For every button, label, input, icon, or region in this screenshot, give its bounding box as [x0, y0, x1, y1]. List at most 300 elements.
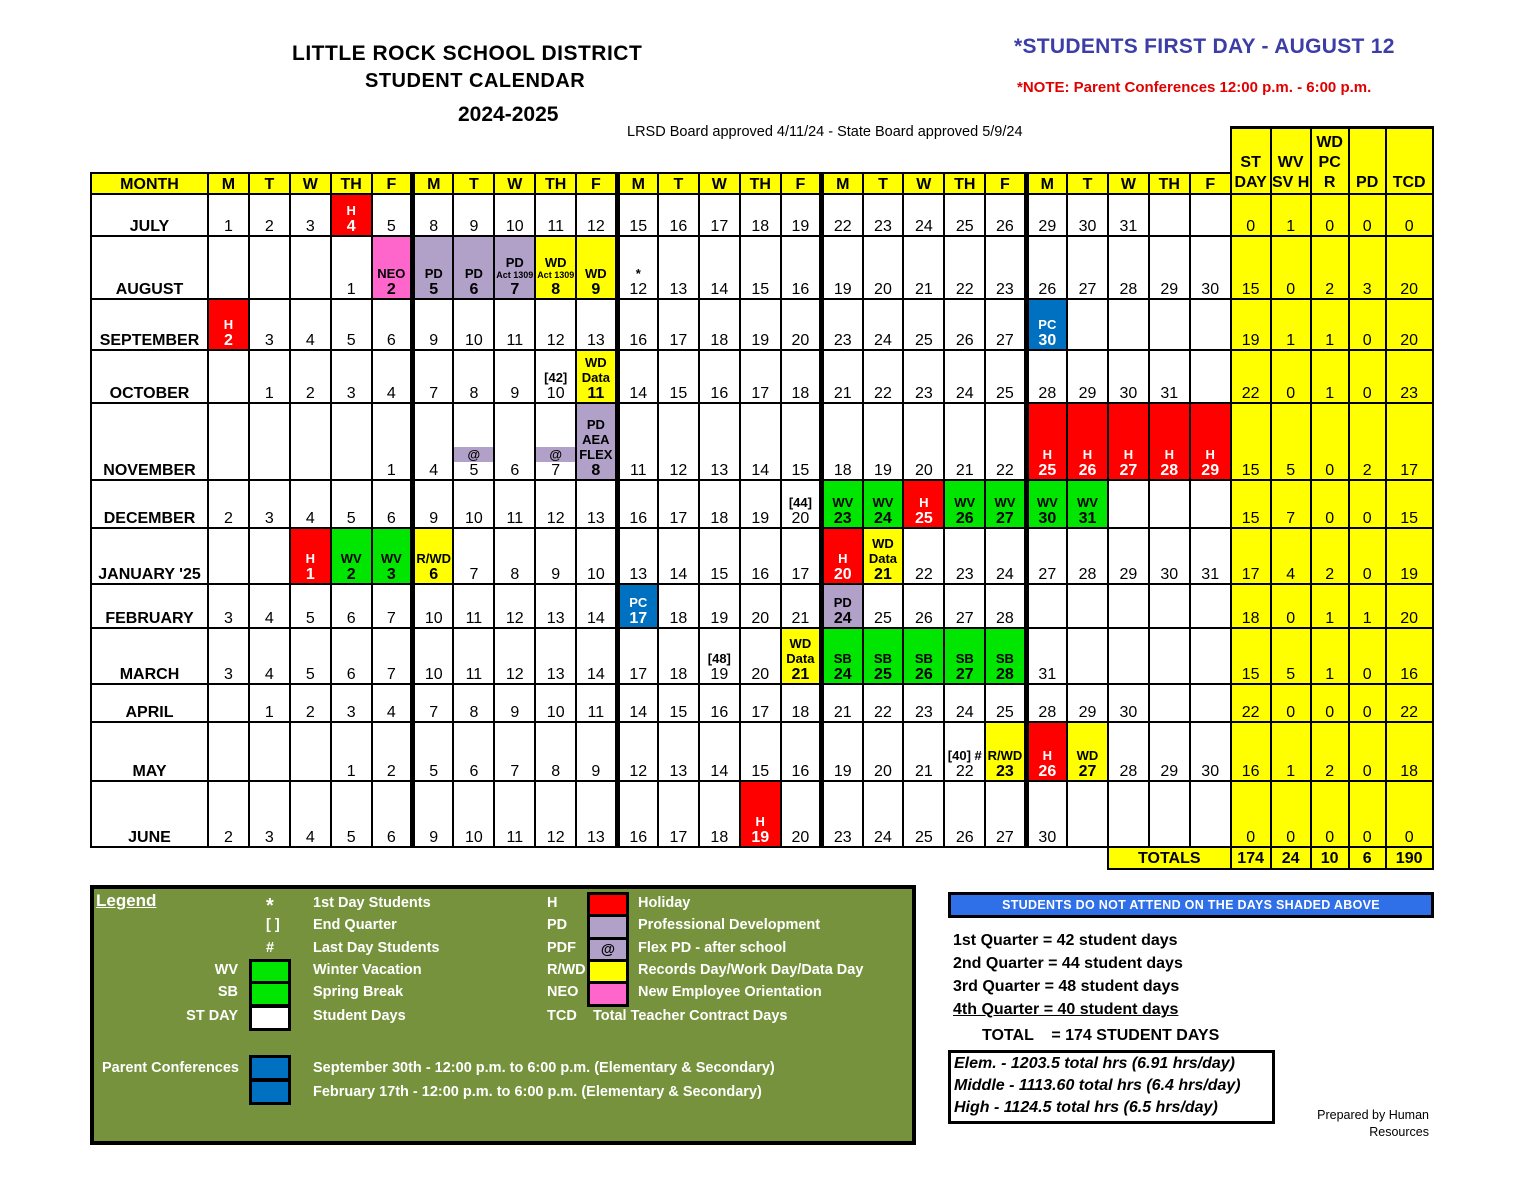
day-number: 21	[791, 610, 810, 627]
day-cell-content	[454, 782, 493, 846]
day-number: 2	[305, 385, 315, 402]
day-cell-content	[1068, 685, 1107, 721]
day-cell-content	[782, 685, 819, 721]
day-cell-content	[986, 481, 1023, 527]
day-cell-content	[700, 782, 739, 846]
day-note: H	[1205, 447, 1215, 462]
day-cell	[453, 628, 494, 684]
day-cell-content	[536, 481, 575, 527]
empty-cell	[1149, 480, 1190, 528]
day-note: WV	[832, 495, 854, 510]
day-cell-content	[700, 351, 739, 402]
day-number: 13	[586, 332, 605, 349]
day-cell-content	[864, 529, 903, 583]
day-cell	[822, 628, 863, 684]
day-cell	[576, 628, 617, 684]
day-cell-content	[536, 300, 575, 349]
day-number: 10	[505, 218, 524, 235]
day-cell-content	[620, 237, 657, 298]
day-cell-content	[659, 195, 698, 235]
month-name: JANUARY '25	[91, 528, 208, 584]
day-cell	[494, 194, 535, 236]
day-cell-content	[1150, 685, 1189, 721]
day-note: WV	[380, 551, 402, 566]
empty-cell	[1149, 584, 1190, 628]
day-cell	[944, 480, 985, 528]
calendar-table	[90, 134, 1434, 870]
day-number: 28	[996, 610, 1014, 627]
day-cell	[985, 781, 1026, 847]
day-number: 10	[424, 666, 443, 683]
day-note: [42]	[544, 370, 568, 385]
day-number: 19	[751, 510, 770, 527]
day-cell	[1026, 480, 1067, 528]
day-number: 2	[264, 218, 274, 235]
day-cell	[863, 480, 904, 528]
day-number: 14	[669, 566, 688, 583]
day-cell	[658, 781, 699, 847]
day-cell	[985, 628, 1026, 684]
day-cell	[576, 584, 617, 628]
day-cell-content	[824, 685, 861, 721]
day-cell-content	[1109, 404, 1148, 479]
day-cell-content	[1068, 481, 1107, 527]
day-cell	[781, 628, 822, 684]
day-number: 19	[791, 218, 810, 235]
day-cell	[453, 584, 494, 628]
day-cell	[903, 684, 944, 722]
empty-cell	[1149, 299, 1190, 350]
day-cell	[617, 628, 658, 684]
day-cell-content	[373, 195, 410, 235]
day-number: 16	[669, 218, 688, 235]
day-number: 27	[996, 332, 1014, 349]
day-cell	[740, 299, 781, 350]
legend-label: Last Day Students	[313, 940, 440, 956]
day-cell	[617, 480, 658, 528]
day-number: 28	[1119, 281, 1138, 298]
day-cell	[1026, 684, 1067, 722]
day-cell	[413, 528, 454, 584]
month-summary-value: 5	[1271, 403, 1311, 480]
day-number: 19	[751, 332, 770, 349]
month-summary-value: 0	[1349, 480, 1386, 528]
day-cell	[249, 480, 290, 528]
day-cell	[494, 236, 535, 299]
day-number: 20	[751, 610, 770, 627]
day-cell	[699, 480, 740, 528]
day-number: 15	[669, 704, 688, 721]
day-cell-content	[291, 351, 330, 402]
day-number: 5	[469, 462, 479, 479]
day-cell-content	[1068, 782, 1107, 846]
day-cell	[331, 350, 372, 403]
day-number: 7	[429, 704, 439, 721]
day-cell-content	[824, 300, 861, 349]
day-cell	[1190, 403, 1231, 480]
day-cell	[494, 684, 535, 722]
day-cell	[658, 628, 699, 684]
day-number: 18	[710, 829, 729, 846]
day-number: 2	[224, 829, 233, 846]
day-note: PC	[1038, 317, 1057, 332]
day-cell-content	[250, 300, 289, 349]
day-number: 17	[669, 332, 688, 349]
day-cell	[331, 236, 372, 299]
day-cell	[331, 194, 372, 236]
day-number: 3	[386, 566, 396, 583]
day-cell	[290, 584, 331, 628]
day-cell-content	[782, 723, 819, 780]
empty-cell	[290, 236, 331, 299]
day-cell-content	[620, 300, 657, 349]
empty-cell	[290, 722, 331, 781]
day-cell	[740, 684, 781, 722]
day-cell	[944, 722, 985, 781]
day-cell	[863, 584, 904, 628]
day-cell	[658, 528, 699, 584]
day-cell	[740, 194, 781, 236]
day-note: @	[536, 447, 575, 462]
day-subnote: Act 1309	[496, 270, 534, 280]
day-number: 21	[914, 281, 933, 298]
day-cell-content	[209, 529, 248, 583]
legend-symbol: H	[547, 895, 558, 911]
day-note: SB	[955, 651, 974, 666]
day-cell-content	[620, 585, 657, 627]
day-cell	[535, 194, 576, 236]
weekday-header: F	[372, 173, 413, 194]
day-note: WD	[544, 255, 567, 270]
day-number: 22	[955, 763, 974, 780]
day-number: 8	[510, 566, 520, 583]
day-number: 21	[914, 763, 933, 780]
empty-cell	[1190, 584, 1231, 628]
day-number: 6	[386, 510, 396, 527]
day-cell	[903, 236, 944, 299]
day-number: 27	[955, 666, 974, 683]
day-number: 9	[429, 510, 439, 527]
day-cell-content	[659, 782, 698, 846]
day-cell-content	[577, 195, 614, 235]
legend-swatch	[249, 1005, 291, 1031]
day-number: 22	[996, 462, 1014, 479]
summary-header-label: TCD	[1385, 126, 1434, 195]
month-name: MAY	[91, 722, 208, 781]
day-cell	[1108, 528, 1149, 584]
day-cell-content	[659, 404, 698, 479]
day-cell-content	[1029, 404, 1066, 479]
month-summary-value: 15	[1231, 628, 1271, 684]
day-number: 7	[429, 385, 439, 402]
day-cell	[494, 403, 535, 480]
day-cell-content	[454, 723, 493, 780]
day-cell-content	[291, 300, 330, 349]
day-cell	[699, 722, 740, 781]
day-number: 24	[833, 610, 852, 627]
day-number: 23	[914, 385, 933, 402]
day-cell	[372, 299, 413, 350]
day-number: 8	[591, 462, 601, 479]
legend-swatch	[249, 981, 291, 1007]
day-cell	[740, 528, 781, 584]
day-cell-content	[209, 481, 248, 527]
day-note: H	[305, 551, 315, 566]
empty-cell	[208, 684, 249, 722]
day-number: 23	[996, 281, 1014, 298]
month-row	[91, 722, 1433, 781]
day-cell-content	[209, 685, 248, 721]
day-cell	[413, 722, 454, 781]
weekday-header: T	[863, 173, 904, 194]
day-cell	[822, 299, 863, 350]
day-cell	[1026, 528, 1067, 584]
day-cell-content	[864, 404, 903, 479]
day-cell-content	[209, 782, 248, 846]
day-cell-content	[1109, 481, 1148, 527]
day-cell-content	[986, 351, 1023, 402]
day-number: 1	[264, 385, 274, 402]
day-number: 30	[1078, 218, 1097, 235]
day-cell-content	[291, 529, 330, 583]
totals-label: TOTALS	[1108, 847, 1231, 869]
day-cell	[699, 350, 740, 403]
day-number: 1	[224, 218, 233, 235]
summary-header	[1386, 173, 1433, 194]
day-number: 25	[996, 704, 1014, 721]
day-cell-content	[620, 529, 657, 583]
day-cell-content	[536, 629, 575, 683]
day-cell	[576, 781, 617, 847]
day-cell-content	[415, 404, 452, 479]
day-cell-content	[864, 481, 903, 527]
day-cell	[1026, 628, 1067, 684]
day-number: 30	[1160, 566, 1179, 583]
day-cell	[1190, 722, 1231, 781]
day-cell	[1026, 722, 1067, 781]
day-cell	[413, 299, 454, 350]
month-name: JULY	[91, 194, 208, 236]
day-number: 25	[874, 666, 892, 683]
day-cell	[740, 236, 781, 299]
day-number: 25	[996, 385, 1014, 402]
month-summary-value: 0	[1311, 480, 1349, 528]
day-cell-content	[904, 585, 943, 627]
day-number: 17	[751, 704, 770, 721]
day-note: WD Data	[868, 536, 898, 566]
day-cell-content	[1150, 481, 1189, 527]
day-cell-content	[782, 529, 819, 583]
empty-cell	[1067, 299, 1108, 350]
day-number: 9	[510, 385, 520, 402]
day-number: 3	[264, 510, 274, 527]
weekday-header: M	[413, 173, 454, 194]
day-cell	[781, 236, 822, 299]
day-number: 2	[386, 763, 396, 780]
day-cell	[208, 584, 249, 628]
day-number: 27	[996, 510, 1014, 527]
day-cell-content	[1109, 585, 1148, 627]
month-summary-value: 0	[1349, 194, 1386, 236]
day-cell-content	[415, 685, 452, 721]
month-summary-value: 1	[1311, 350, 1349, 403]
month-summary-value: 0	[1311, 403, 1349, 480]
day-number: 13	[669, 281, 688, 298]
day-cell	[617, 299, 658, 350]
day-number: 30	[1119, 385, 1138, 402]
day-cell	[781, 194, 822, 236]
day-cell	[453, 528, 494, 584]
day-note: WV	[1036, 495, 1058, 510]
day-cell	[740, 781, 781, 847]
month-row	[91, 236, 1433, 299]
day-cell	[903, 480, 944, 528]
day-number: 8	[429, 218, 439, 235]
day-number: 9	[591, 281, 601, 298]
day-cell	[1026, 403, 1067, 480]
day-cell-content	[700, 195, 739, 235]
day-cell-content	[536, 685, 575, 721]
day-cell	[944, 350, 985, 403]
day-number: 6	[346, 610, 356, 627]
day-cell	[331, 684, 372, 722]
day-number: 29	[1160, 281, 1179, 298]
parent-conference-date: February 17th - 12:00 p.m. to 6:00 p.m. (Elementary & Secondary)	[313, 1084, 762, 1100]
day-number: 8	[551, 281, 561, 298]
day-cell-content	[782, 629, 819, 683]
day-number: 9	[591, 763, 601, 780]
day-number: 20	[791, 332, 810, 349]
empty-cell	[1190, 781, 1231, 847]
day-cell-content	[495, 404, 534, 479]
day-number: 13	[629, 566, 648, 583]
day-number: 23	[833, 510, 852, 527]
month-summary-value: 22	[1386, 684, 1433, 722]
day-number: 11	[506, 510, 524, 527]
day-number: 27	[996, 829, 1014, 846]
month-summary-value: 0	[1349, 684, 1386, 722]
day-number: 25	[1038, 462, 1057, 479]
day-number: 17	[629, 666, 648, 683]
day-cell-content	[209, 585, 248, 627]
day-cell	[1067, 403, 1108, 480]
day-cell-content	[1109, 685, 1148, 721]
day-cell	[372, 480, 413, 528]
day-note: R/WD	[416, 551, 452, 566]
day-number: 5	[346, 332, 356, 349]
day-cell	[903, 194, 944, 236]
day-number: 16	[629, 829, 648, 846]
day-cell-content	[945, 351, 984, 402]
empty-cell	[1149, 781, 1190, 847]
day-cell	[1067, 350, 1108, 403]
day-cell	[290, 528, 331, 584]
grand-total-value: 10	[1311, 847, 1349, 869]
weekday-header: M	[617, 173, 658, 194]
day-number: 18	[833, 462, 852, 479]
empty-cell	[1067, 584, 1108, 628]
day-cell-content	[945, 300, 984, 349]
day-number: 30	[1038, 829, 1057, 846]
quarter-3: 3rd Quarter = 48 student days	[953, 978, 1180, 995]
day-cell-content	[782, 237, 819, 298]
day-cell-content	[250, 195, 289, 235]
day-cell-content	[824, 237, 861, 298]
day-cell	[944, 628, 985, 684]
day-number: 23	[833, 332, 852, 349]
day-number: 16	[710, 704, 729, 721]
day-cell	[208, 480, 249, 528]
day-cell-content	[741, 529, 780, 583]
day-cell	[781, 528, 822, 584]
day-number: 19	[710, 610, 729, 627]
empty-cell	[249, 403, 290, 480]
day-number: 31	[1078, 510, 1097, 527]
day-cell	[1108, 350, 1149, 403]
empty-cell	[1149, 194, 1190, 236]
month-summary-value: 17	[1386, 403, 1433, 480]
day-number: 28	[996, 666, 1014, 683]
day-number: 10	[464, 510, 483, 527]
day-number: 14	[629, 704, 648, 721]
day-cell-content	[904, 237, 943, 298]
month-summary-value: 18	[1231, 584, 1271, 628]
day-number: 27	[1078, 281, 1097, 298]
day-cell	[903, 528, 944, 584]
month-summary-value: 1	[1349, 584, 1386, 628]
day-cell	[985, 194, 1026, 236]
weekday-header: T	[249, 173, 290, 194]
day-cell	[1026, 236, 1067, 299]
day-cell-content	[373, 300, 410, 349]
day-cell	[985, 350, 1026, 403]
day-note: [44]	[788, 495, 812, 510]
day-cell	[576, 194, 617, 236]
day-cell	[290, 628, 331, 684]
day-cell	[290, 684, 331, 722]
day-number: 28	[1038, 385, 1057, 402]
legend-label: End Quarter	[313, 917, 397, 933]
day-number: 11	[465, 666, 483, 683]
month-header: MONTH	[91, 173, 208, 194]
empty-cell	[1190, 350, 1231, 403]
day-cell-content	[250, 351, 289, 402]
weekday-header: TH	[944, 173, 985, 194]
day-cell-content	[1068, 404, 1107, 479]
month-name: APRIL	[91, 684, 208, 722]
day-number: 17	[669, 829, 688, 846]
day-cell	[413, 480, 454, 528]
day-cell	[699, 781, 740, 847]
day-cell	[208, 299, 249, 350]
day-cell	[1026, 194, 1067, 236]
day-cell	[413, 781, 454, 847]
day-cell	[903, 781, 944, 847]
day-cell-content	[495, 685, 534, 721]
day-cell-content	[741, 782, 780, 846]
day-cell-content	[250, 237, 289, 298]
day-cell	[617, 403, 658, 480]
day-number: 18	[791, 704, 810, 721]
day-cell-content	[904, 782, 943, 846]
day-number: 12	[629, 281, 648, 298]
month-summary-value: 0	[1349, 628, 1386, 684]
day-cell	[494, 722, 535, 781]
day-cell	[699, 299, 740, 350]
day-number: 2	[346, 566, 356, 583]
day-cell-content	[1191, 685, 1230, 721]
day-number: 26	[996, 218, 1014, 235]
